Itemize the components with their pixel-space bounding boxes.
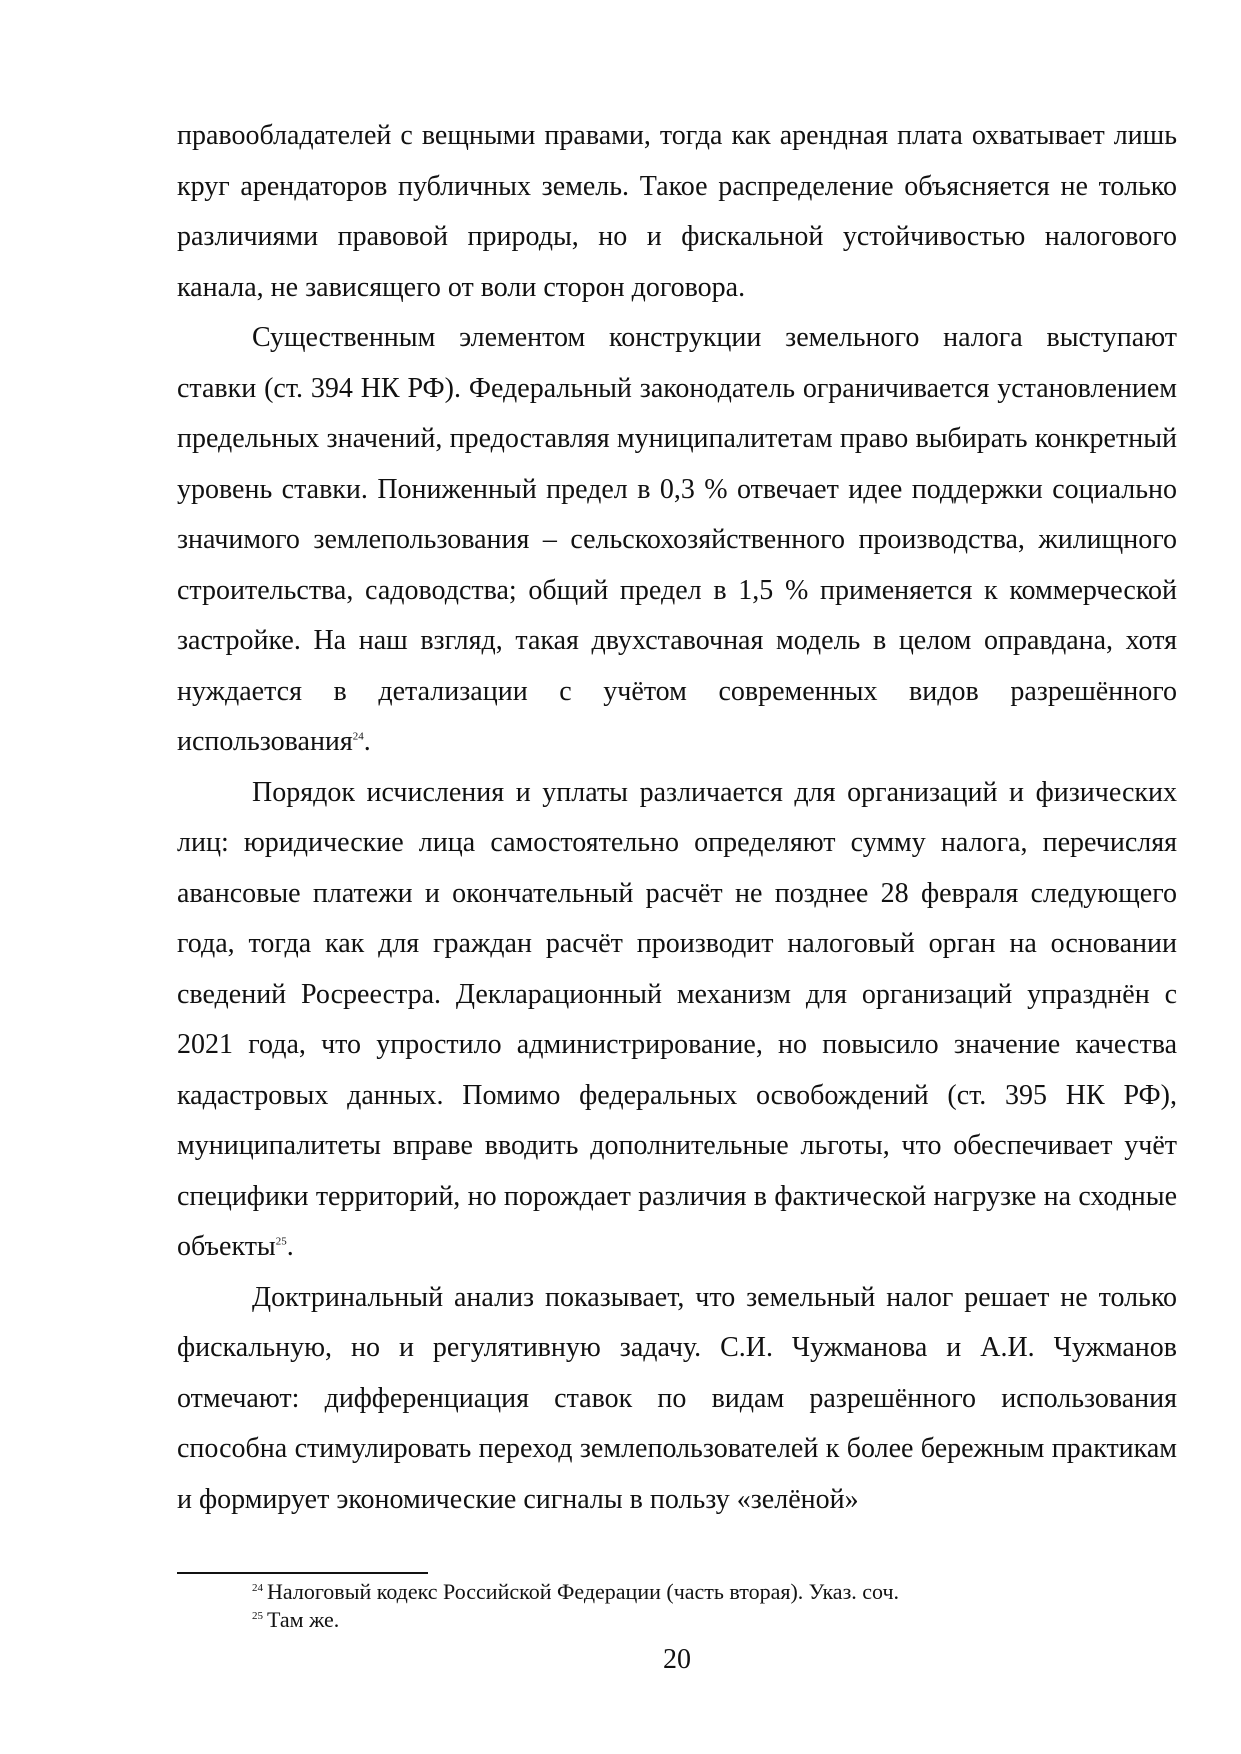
footnote-ref-24[interactable]: 24 [352, 730, 364, 743]
paragraph-3-end: . [286, 1231, 294, 1262]
body-text [177, 111, 1177, 1525]
footnote-text: Там же. [267, 1607, 340, 1632]
footnote-number: 25 [252, 1609, 263, 1622]
footnote-25 [177, 1606, 1177, 1634]
paragraph-1 [177, 111, 1177, 313]
paragraph-2-text: Существенным элементом конструкции земельного налога выступают ставки (ст. 394 НК РФ). Федеральный законодатель ограничивается установлением предельных значений, предоставляя муниципалитетам право выбирать конкретный уровень ставки. Пониженный предел в 0,3 % отвечает идее поддержки социально значимого землепользования – сельскохозяйственного производства, жилищного строительства, садоводства; общий предел в 1,5 % применяется к коммерческой застройке. На наш взгляд, такая двухставочная модель в целом оправдана, хотя нуждается в детализации с учётом современных видов разрешённого использования [177, 322, 1177, 757]
footnote-text: Налоговый кодекс Российской Федерации (часть вторая). Указ. соч. [267, 1579, 900, 1604]
paragraph-3 [177, 768, 1177, 1273]
footnote-ref-25[interactable]: 25 [275, 1235, 287, 1248]
footnotes [177, 1578, 1177, 1634]
paragraph-2-end: . [363, 726, 371, 757]
footnote-24 [177, 1578, 1177, 1606]
paragraph-1-text: правообладателей с вещными правами, тогда как арендная плата охватывает лишь круг арендаторов публичных земель. Такое распределение объясняется не только различиями правовой природы, но и фискальной устойчивостью налогового канала, не зависящего от воли сторон договора. [177, 120, 1177, 303]
paragraph-3-text: Порядок исчисления и уплаты различается для организаций и физических лиц: юридические лица самостоятельно определяют сумму налога, перечисляя авансовые платежи и окончательный расчёт не позднее 28 февраля следующего года, тогда как для граждан расчёт производит налоговый орган на основании сведений Росреестра. Декларационный механизм для организаций упразднён с 2021 года, что упростило администрирование, но повысило значение качества кадастровых данных. Помимо федеральных освобождений (ст. 395 НК РФ), муниципалитеты вправе вводить дополнительные льготы, что обеспечивает учёт специфики территорий, но порождает различия в фактической нагрузке на сходные объекты [177, 776, 1177, 1262]
page-number: 20 [663, 1644, 691, 1675]
footnote-separator [177, 1572, 428, 1574]
paragraph-4 [177, 1273, 1177, 1526]
paragraph-4-text: Доктринальный анализ показывает, что земельный налог решает не только фискальную, но и регулятивную задачу. С.И. Чужманова и А.И. Чужманов отмечают: дифференциация ставок по видам разрешённого использования способна стимулировать переход землепользователей к более бережным практикам и формирует экономические сигналы в пользу «зелёной» [177, 1281, 1177, 1515]
footnote-number: 24 [252, 1581, 263, 1594]
paragraph-2 [177, 313, 1177, 768]
